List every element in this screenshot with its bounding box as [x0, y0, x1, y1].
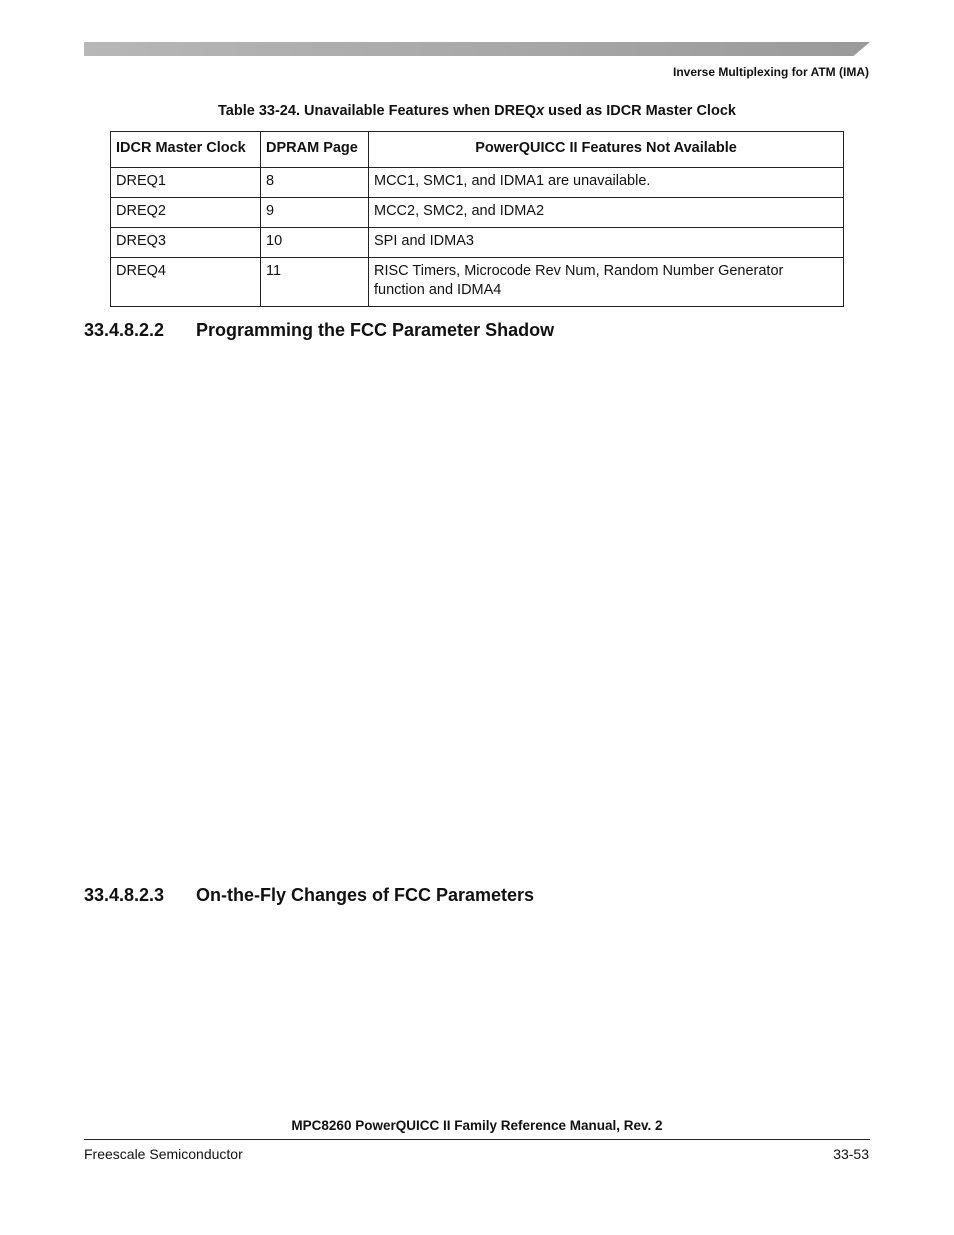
- section-heading: [84, 885, 534, 906]
- table-row: [111, 228, 844, 258]
- column-header: PowerQUICC II Features Not Available: [369, 132, 844, 168]
- caption-variable: x: [536, 103, 545, 119]
- table-cell: 8: [261, 168, 369, 198]
- features-table: [110, 131, 844, 307]
- section-number: 33.4.8.2.3: [84, 885, 165, 905]
- column-header: DPRAM Page: [261, 132, 369, 168]
- table-cell: MCC2, SMC2, and IDMA2: [369, 198, 844, 228]
- footer-company: Freescale Semiconductor: [84, 1146, 243, 1162]
- table-cell: 10: [261, 228, 369, 258]
- table-cell: 11: [261, 258, 369, 307]
- column-header: IDCR Master Clock: [111, 132, 261, 168]
- table-cell: DREQ2: [111, 198, 261, 228]
- table-header-row: [111, 132, 844, 168]
- section-title: Programming the FCC Parameter Shadow: [196, 320, 555, 340]
- header-bar: [84, 42, 870, 56]
- caption-suffix: used as IDCR Master Clock: [544, 103, 736, 119]
- table-cell: 9: [261, 198, 369, 228]
- table-cell: MCC1, SMC1, and IDMA1 are unavailable.: [369, 168, 844, 198]
- section-title: On-the-Fly Changes of FCC Parameters: [196, 885, 535, 905]
- table-cell: DREQ1: [111, 168, 261, 198]
- table-caption: [0, 103, 954, 119]
- page-number: 33-53: [833, 1146, 869, 1162]
- caption-prefix: Table 33-24. Unavailable Features when DREQ: [218, 103, 537, 119]
- footer-divider: [84, 1139, 870, 1140]
- table-cell: DREQ4: [111, 258, 261, 307]
- section-number: 33.4.8.2.2: [84, 320, 165, 340]
- table-cell: SPI and IDMA3: [369, 228, 844, 258]
- table-cell: DREQ3: [111, 228, 261, 258]
- running-head: Inverse Multiplexing for ATM (IMA): [672, 65, 869, 79]
- footer-title: MPC8260 PowerQUICC II Family Reference Manual, Rev. 2: [291, 1118, 663, 1133]
- table-row: [111, 198, 844, 228]
- table-row: [111, 168, 844, 198]
- table-row: [111, 258, 844, 307]
- table-cell: RISC Timers, Microcode Rev Num, Random Number Generator function and IDMA4: [369, 258, 844, 307]
- section-heading: [84, 320, 554, 341]
